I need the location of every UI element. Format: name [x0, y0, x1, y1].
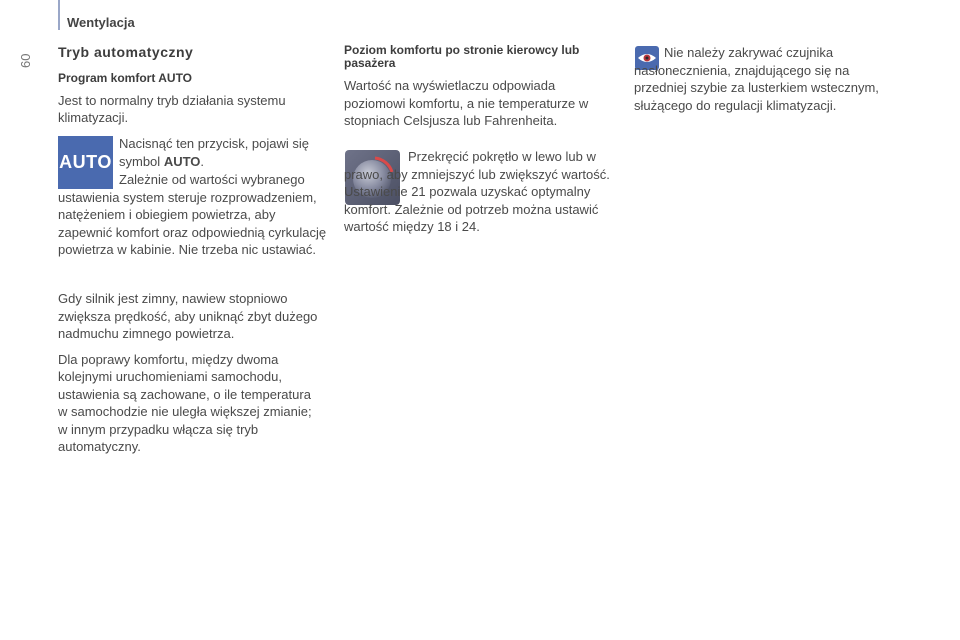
cold-engine-text: Gdy silnik jest zimny, nawiew stopniowo zwiększa prędkość, aby uniknąć zbyt dużego nadmuchu zimnego powietrza. — [58, 291, 318, 341]
knob-paragraph: Przekręcić pokrętło w lewo lub w prawo, aby zmniejszyć lub zwiększyć wartość. Ustawienie 21 pozwala uzyskać optymalny komfort. Zależnie od potrzeb można ustawić wartość między 18 i 24. — [344, 149, 610, 234]
column-2 — [344, 44, 619, 130]
press-instruction: Nacisnąć ten przycisk, pojawi się symbol AUTO. — [119, 136, 310, 169]
warning-paragraph: Nie należy zakrywać czujnika nasłonecznienia, znajdującego się na przedniej szybie za lusterkiem wstecznym, służącego do regulacji klimatyzacji. — [634, 45, 879, 113]
column-1 — [58, 44, 328, 127]
auto-symbol: AUTO — [163, 153, 201, 169]
display-value-text: Wartość na wyświetlaczu odpowiada poziomowi komfortu, a nie temperaturze w stopniach Celsjusza lub Fahrenheita. — [344, 78, 589, 128]
comfort-between-text: Dla poprawy komfortu, między dwoma kolejnymi uruchomieniami samochodu, ustawienia są zachowane, o ile temperatura w samochodzie nie uległa większej zmianie; w innym przypadku włącza się tryb automatyczny. — [58, 351, 312, 454]
sub-heading: Program komfort AUTO — [58, 70, 193, 85]
main-heading: Tryb automatyczny — [58, 44, 194, 60]
comfort-heading: Poziom komfortu po stronie kierowcy lub pasażera — [344, 43, 580, 70]
intro-text: Jest to normalny tryb działania systemu klimatyzacji. — [58, 92, 286, 125]
section-title: Wentylacja — [67, 15, 135, 30]
auto-button-label: AUTO — [59, 152, 112, 172]
lower-paragraphs — [58, 290, 323, 456]
page-number: 60 — [18, 53, 33, 68]
depends-paragraph: Zależnie od wartości wybranego ustawienia system steruje rozprowadzeniem, natężeniem i obiegiem powietrza, aby zapewnić komfort oraz odpowiednią cyrkulację powietrza w kabinie. Nie trzeba nic ustawiać. — [58, 172, 327, 257]
header-accent-bar — [58, 0, 60, 30]
press-text: Nacisnąć ten przycisk, pojawi się symbol — [119, 136, 310, 169]
